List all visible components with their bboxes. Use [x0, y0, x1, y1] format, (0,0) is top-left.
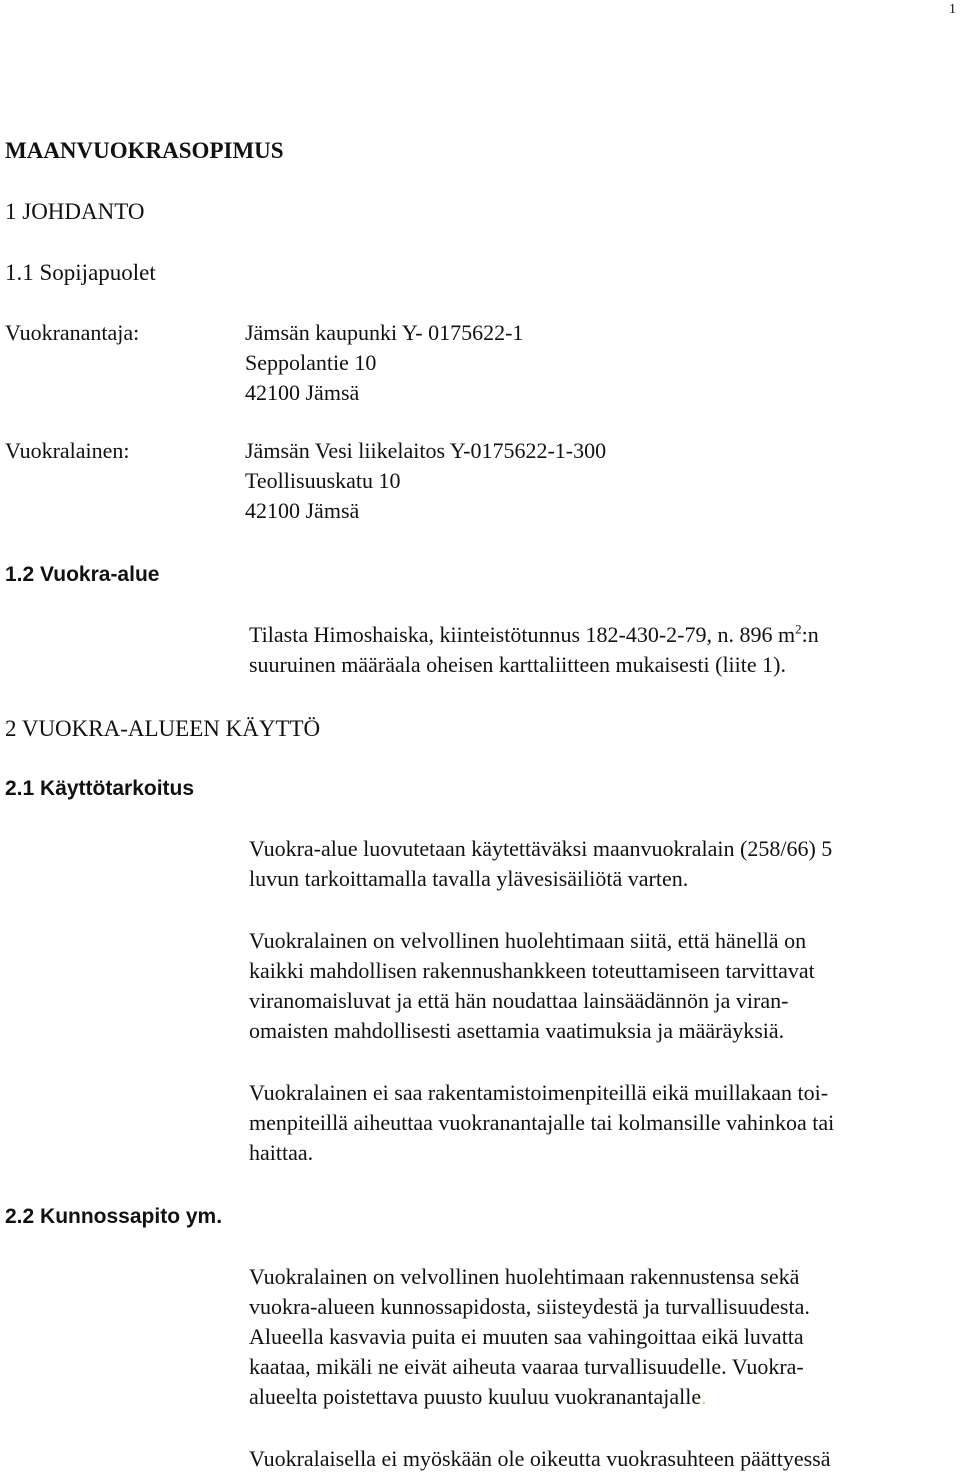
lessee-city: 42100 Jämsä: [245, 498, 360, 523]
lessor-label: Vuokranantaja:: [5, 320, 140, 345]
lessor-city: 42100 Jämsä: [245, 380, 360, 405]
page-number: 1: [949, 2, 956, 17]
purpose-p2-line4: omaisten mahdollisesti asettamia vaatimuksia ja määräyksiä.: [249, 1018, 785, 1043]
purpose-p3-line1: Vuokralainen ei saa rakentamistoimenpiteillä eikä muillakaan toi-: [249, 1080, 829, 1105]
purpose-p1-line1: Vuokra-alue luovutetaan käytettäväksi maanvuokralain (258/66) 5: [249, 836, 833, 861]
lessee-street: Teollisuuskatu 10: [245, 468, 401, 493]
maintenance-p1-line5: alueelta poistettava puusto kuuluu vuokranantajalle.: [249, 1384, 707, 1409]
maintenance-p2-line1: Vuokralaisella ei myöskään ole oikeutta vuokrasuhteen päättyessä: [249, 1446, 831, 1471]
area-description-line1: Tilasta Himoshaiska, kiinteistötunnus 182-430-2-79, n. 896 $m^2:n$: [249, 621, 819, 647]
heading-kunnossapito: 2.2 Kunnossapito ym.: [5, 1205, 223, 1228]
maintenance-p1-line3: Alueella kasvavia puita ei muuten saa vahingoittaa eikä luvatta: [249, 1324, 804, 1349]
purpose-p2-line1: Vuokralainen on velvollinen huolehtimaan siitä, että hänellä on: [249, 928, 807, 953]
purpose-p2-line2: kaikki mahdollisen rakennushankkeen toteuttamiseen tarvittavat: [249, 958, 815, 983]
document-title: MAANVUOKRASOPIMUS: [5, 138, 284, 163]
purpose-p2-line3: viranomaisluvat ja että hän noudattaa lainsäädännön ja viran-: [249, 988, 789, 1013]
heading-kayttotarkoitus: 2.1 Käyttötarkoitus: [5, 777, 195, 800]
area-description-line2: suuruinen määräala oheisen karttaliitteen mukaisesti (liite 1).: [249, 652, 786, 677]
lessee-label: Vuokralainen:: [5, 438, 130, 463]
purpose-p1-line2: luvun tarkoittamalla tavalla ylävesisäiliötä varten.: [249, 866, 689, 891]
lessee-name: Jämsän Vesi liikelaitos Y-0175622-1-300: [245, 438, 607, 463]
lessor-street: Seppolantie 10: [245, 350, 377, 375]
maintenance-p1-line1: Vuokralainen on velvollinen huolehtimaan rakennustensa sekä: [249, 1264, 800, 1289]
purpose-p3-line3: haittaa.: [249, 1140, 314, 1165]
lessor-name: Jämsän kaupunki Y- 0175622-1: [245, 320, 524, 345]
heading-johdanto: 1 JOHDANTO: [5, 199, 145, 224]
purpose-p3-line2: menpiteillä aiheuttaa vuokranantajalle tai kolmansille vahinkoa tai: [249, 1110, 835, 1135]
heading-vuokra-alue: 1.2 Vuokra-alue: [5, 563, 160, 586]
heading-sopijapuolet: 1.1 Sopijapuolet: [5, 260, 156, 285]
maintenance-p1-line2: vuokra-alueen kunnossapidosta, siisteydestä ja turvallisuudesta.: [249, 1294, 810, 1319]
heading-kaytto: 2 VUOKRA-ALUEEN KÄYTTÖ: [5, 716, 321, 741]
maintenance-p1-line4: kaataa, mikäli ne eivät aiheuta vaaraa turvallisuudelle. Vuokra-: [249, 1354, 804, 1379]
